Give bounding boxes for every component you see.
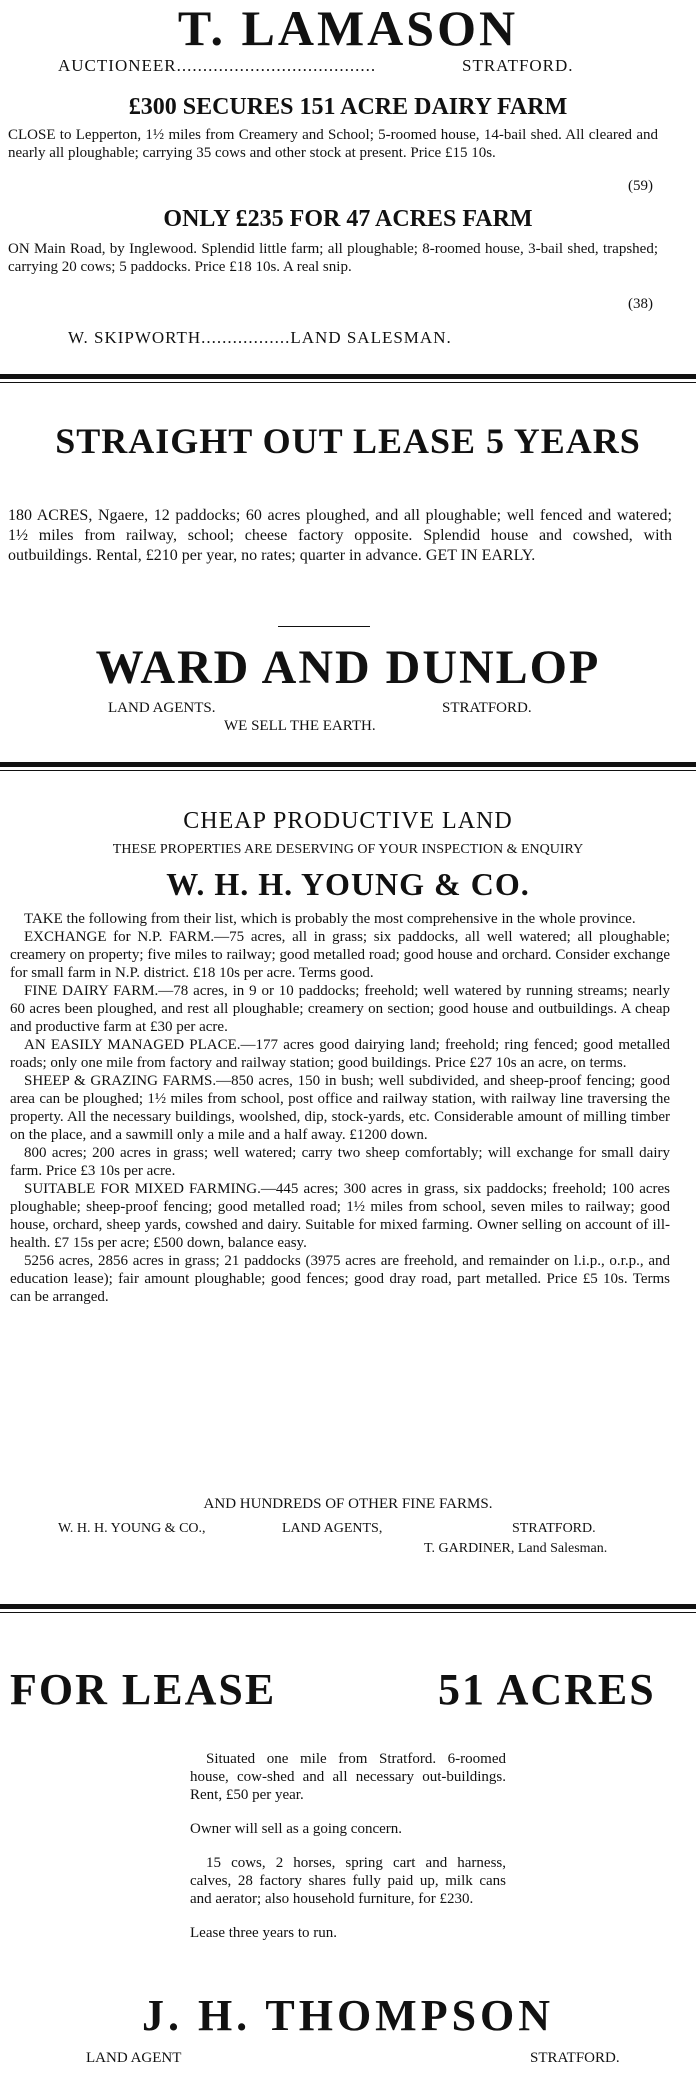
thompson-right-heading: 51 ACRES [438,1665,656,1714]
young-listings [10,910,670,1306]
lamason-ad2-ref: (38) [628,296,653,312]
thompson-p1: Situated one mile from Stratford. 6-roomed house, cow-shed and all necessary out-buildings. Rent, £50 per year. [190,1751,506,1803]
young-heading: CHEAP PRODUCTIVE LAND [183,808,513,834]
thompson-body [190,1750,506,1942]
ward-slogan: WE SELL THE EARTH. [224,718,376,734]
young-subheading: THESE PROPERTIES ARE DESERVING OF YOUR INSPECTION & ENQUIRY [112,842,584,857]
thompson-name: J. H. THOMPSON [141,1991,555,2040]
young-sig-town: STRATFORD. [512,1521,596,1536]
young-listing: AN EASILY MANAGED PLACE.—177 acres good dairying land; freehold; ring fenced; good metalled roads; only one mile from factory and railway station; good buildings. Price £27 10s an acre, on terms. [10,1037,670,1071]
lamason-ad1-price: £300 SECURES 151 ACRE DAIRY FARM [128,94,568,120]
young-name: W. H. H. YOUNG & CO. [166,866,530,902]
lamason-role: AUCTIONEER...................................... [58,56,377,75]
lamason-ad2-price: ONLY £235 FOR 47 ACRES FARM [163,206,533,232]
lease-heading: STRAIGHT OUT LEASE 5 YEARS [55,421,641,461]
divider [0,762,696,767]
lamason-town: STRATFORD. [462,56,574,75]
divider [278,626,370,627]
young-sig-salesman: T. GARDINER, Land Salesman. [424,1541,608,1556]
young-listing: EXCHANGE for N.P. FARM.—75 acres, all in grass; six paddocks, all well watered; all ploughable; creamery on property; five miles to railway; good metalled road; good house and orchard. Consider exchange for small farm in N.P. district. £18 10s per acre. Terms good. [10,929,670,981]
lamason-ad2-body: ON Main Road, by Inglewood. Splendid little farm; all ploughable; 8-roomed house, 3-bail shed, trapshed; carrying 20 cows; 5 paddocks. Price £18 10s. A real snip. [8,241,658,275]
lease-body: 180 ACRES, Ngaere, 12 paddocks; 60 acres ploughed, and all ploughable; well fenced and watered; 1½ miles from railway, school; cheese factory opposite. Splendid house and cowshed, with outbuildings. Rental, £210 per year, no rates; quarter in advance. GET IN EARLY. [8,507,672,564]
divider [0,374,696,379]
young-sig-name: W. H. H. YOUNG & CO., [58,1521,206,1536]
young-listing: 800 acres; 200 acres in grass; well watered; carry two sheep comfortably; will exchange for small dairy farm. Price £3 10s per acre. [10,1145,670,1179]
divider [0,770,696,771]
young-listing: SHEEP & GRAZING FARMS.—850 acres, 150 in bush; well subdivided, and sheep-proof fencing; good area can be ploughed; 1½ miles from school, post office and railway station, with railway line traversing the property. All the necessary buildings, woolshed, dip, stock-yards, etc. Considerable amount of milling timber on the place, and a sawmill only a mile and a half away. £1200 down. [10,1073,670,1143]
lamason-salesman: W. SKIPWORTH.................LAND SALESMAN. [68,328,452,347]
divider [0,1612,696,1613]
young-intro: TAKE the following from their list, which is probably the most comprehensive in the whole province. [24,911,636,927]
thompson-p4: Lease three years to run. [190,1925,338,1941]
divider [0,382,696,383]
ward-name: WARD AND DUNLOP [95,641,601,694]
thompson-left-heading: FOR LEASE [10,1665,277,1714]
young-listing: FINE DAIRY FARM.—78 acres, in 9 or 10 paddocks; freehold; well watered by running streams; nearly 60 acres been ploughed, and rest all ploughable; creamery on section; good house and outbuildings. A cheap and productive farm at £30 per acre. [10,983,670,1035]
young-sig-agents: LAND AGENTS, [282,1521,383,1536]
thompson-town: STRATFORD. [530,2050,620,2066]
ward-agents: LAND AGENTS. [108,700,216,716]
lamason-ad1-body: CLOSE to Lepperton, 1½ miles from Creamery and School; 5-roomed house, 14-bail shed. All cleared and nearly all ploughable; carrying 35 cows and other stock at present. Price £15 10s. [8,127,658,161]
thompson-agent: LAND AGENT [86,2050,182,2066]
young-listing: SUITABLE FOR MIXED FARMING.—445 acres; 300 acres in grass, six paddocks; freehold; 100 acres ploughable; sheep-proof fencing; good metalled road; 1½ miles from school, seven miles to railway; good house, orchard, sheep yards, cowshed and dairy. Suitable for mixed farming. Owner selling on account of ill-health. £7 15s per acre; £500 down, balance easy. [10,1181,670,1251]
lamason-ad1-ref: (59) [628,178,653,194]
lamason-name: T. LAMASON [177,0,519,56]
divider [0,1604,696,1609]
ward-town: STRATFORD. [442,700,532,716]
young-closing: AND HUNDREDS OF OTHER FINE FARMS. [203,1496,493,1512]
thompson-p3: 15 cows, 2 horses, spring cart and harness, calves, 28 factory shares fully paid up, milk cans and aerator; also household furniture, for £230. [190,1855,506,1907]
thompson-p2: Owner will sell as a going concern. [190,1821,403,1837]
young-listing: 5256 acres, 2856 acres in grass; 21 paddocks (3975 acres are freehold, and remainder on l.i.p., o.r.p., and education lease); fair amount ploughable; good fences; good dray road, part metalled. Price £5 10s. Terms can be arranged. [10,1253,670,1305]
